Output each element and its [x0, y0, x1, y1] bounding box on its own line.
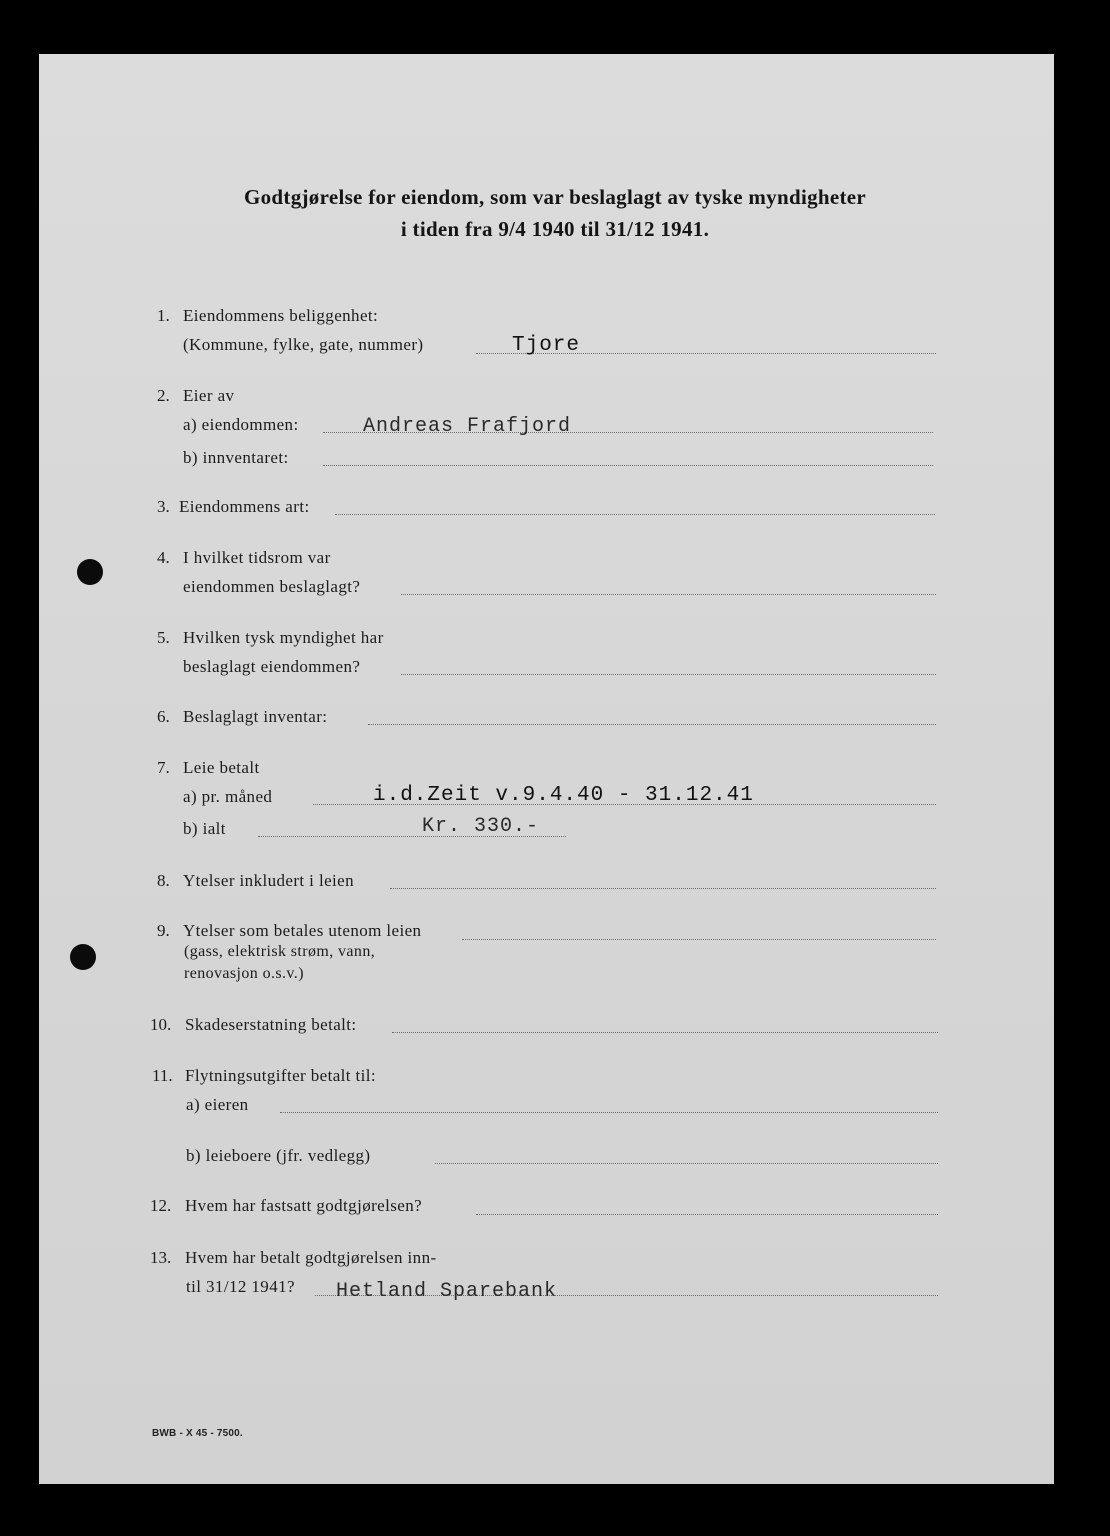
answer-line: [462, 939, 936, 940]
item-number: 9.: [157, 921, 170, 940]
item-sublabel: b) innventaret:: [183, 448, 289, 467]
item-label: Hvem har fastsatt godtgjørelsen?: [185, 1196, 423, 1215]
answer-line: [401, 674, 936, 675]
item-sublabel: a) eiendommen:: [183, 415, 299, 434]
item-label: Eiendommens beliggenhet:: [183, 306, 379, 325]
answer-line: [335, 514, 935, 515]
item-number: 10.: [150, 1015, 172, 1034]
item-label: Beslaglagt inventar:: [183, 707, 328, 726]
answer-line: [280, 1112, 938, 1113]
item-sublabel: (gass, elektrisk strøm, vann,: [184, 943, 376, 960]
item-sublabel: (Kommune, fylke, gate, nummer): [183, 335, 424, 354]
punch-hole-top: [77, 559, 103, 585]
item-sublabel: a) pr. måned: [183, 787, 273, 806]
item-number: 8.: [157, 871, 170, 890]
item-label: Hvilken tysk myndighet har: [183, 628, 384, 647]
item-sublabel: b) ialt: [183, 819, 226, 838]
item-label: Eiendommens art:: [179, 497, 310, 516]
item-number: 1.: [157, 306, 170, 325]
answer-line: [392, 1032, 938, 1033]
print-code: BWB - X 45 - 7500.: [152, 1428, 243, 1439]
answer-rent-period: i.d.Zeit v.9.4.40 - 31.12.41: [373, 784, 754, 807]
item-sublabel: a) eieren: [186, 1095, 249, 1114]
item-sublabel: b) leieboere (jfr. vedlegg): [186, 1146, 371, 1165]
item-label: Hvem har betalt godtgjørelsen inn-: [185, 1248, 437, 1267]
item-sublabel: beslaglagt eiendommen?: [183, 657, 361, 676]
item-number: 2.: [157, 386, 170, 405]
answer-location: Tjore: [512, 334, 581, 357]
answer-line: [390, 888, 936, 889]
answer-rent-total: Kr. 330.-: [422, 815, 540, 838]
item-label: Ytelser inkludert i leien: [183, 871, 354, 890]
answer-line: [323, 465, 933, 466]
item-number: 13.: [150, 1248, 172, 1267]
answer-line: [401, 594, 936, 595]
form-title-line2: i tiden fra 9/4 1940 til 31/12 1941.: [400, 217, 710, 241]
item-sublabel: til 31/12 1941?: [186, 1277, 295, 1296]
form-title-line1: Godtgjørelse for eiendom, som var beslaglagt av tyske myndigheter: [243, 185, 867, 209]
item-label: Skadeserstatning betalt:: [185, 1015, 357, 1034]
answer-payer: Hetland Sparebank: [336, 1280, 558, 1303]
item-number: 11.: [152, 1066, 173, 1085]
item-number: 6.: [157, 707, 170, 726]
item-label: Ytelser som betales utenom leien: [183, 921, 422, 940]
item-sublabel: renovasjon o.s.v.): [184, 965, 304, 982]
item-label: I hvilket tidsrom var: [183, 548, 331, 567]
item-label: Flytningsutgifter betalt til:: [185, 1066, 377, 1085]
item-number: 7.: [157, 758, 170, 777]
answer-line: [368, 724, 936, 725]
item-label: Eier av: [183, 386, 235, 405]
item-number: 5.: [157, 628, 170, 647]
item-label: Leie betalt: [183, 758, 260, 777]
item-number: 3.: [157, 497, 170, 516]
answer-line: [435, 1163, 938, 1164]
item-sublabel: eiendommen beslaglagt?: [183, 577, 361, 596]
item-number: 12.: [150, 1196, 172, 1215]
punch-hole-bottom: [70, 944, 96, 970]
item-number: 4.: [157, 548, 170, 567]
answer-owner: Andreas Frafjord: [363, 415, 572, 438]
answer-line: [476, 1214, 938, 1215]
